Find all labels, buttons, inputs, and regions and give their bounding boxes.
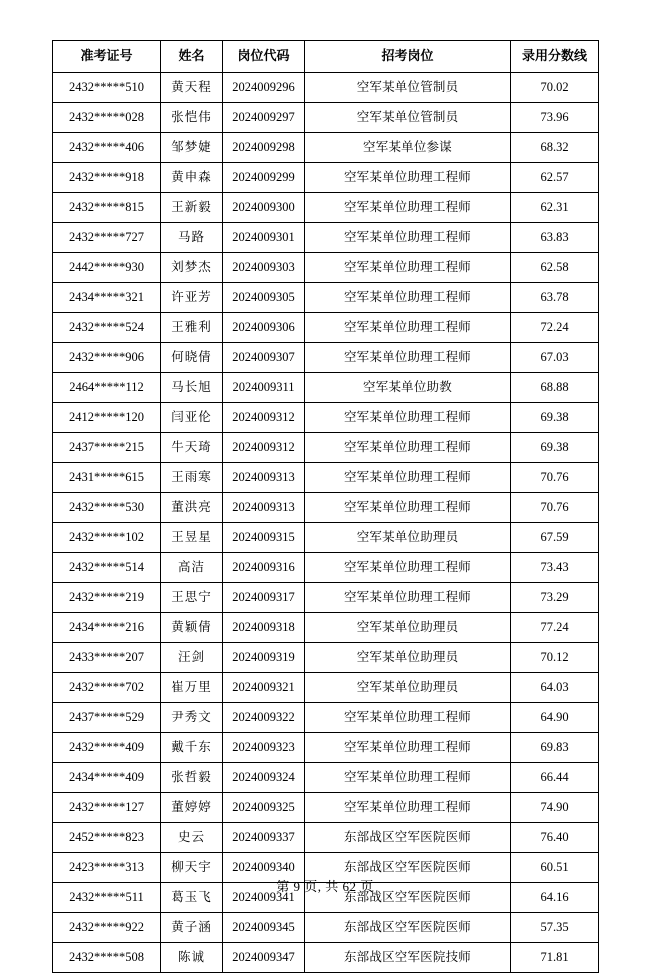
cell-post-code: 2024009303 <box>223 253 305 283</box>
cell-score-line: 68.32 <box>511 133 599 163</box>
cell-post-code: 2024009321 <box>223 673 305 703</box>
cell-exam-id: 2437*****529 <box>53 703 161 733</box>
cell-post: 空军某单位助理工程师 <box>305 193 511 223</box>
cell-post: 空军某单位助理员 <box>305 673 511 703</box>
table-row <box>53 553 599 583</box>
table-row <box>53 223 599 253</box>
cell-name: 史云 <box>161 823 223 853</box>
cell-exam-id: 2433*****207 <box>53 643 161 673</box>
cell-post-code: 2024009297 <box>223 103 305 133</box>
cell-post-code: 2024009323 <box>223 733 305 763</box>
table-row <box>53 103 599 133</box>
cell-score-line: 70.12 <box>511 643 599 673</box>
cell-exam-id: 2442*****930 <box>53 253 161 283</box>
cell-exam-id: 2432*****918 <box>53 163 161 193</box>
cell-exam-id: 2432*****906 <box>53 343 161 373</box>
column-header-exam-id: 准考证号 <box>53 41 161 73</box>
cell-exam-id: 2432*****702 <box>53 673 161 703</box>
cell-name: 邹梦婕 <box>161 133 223 163</box>
table-row <box>53 433 599 463</box>
cell-exam-id: 2431*****615 <box>53 463 161 493</box>
cell-score-line: 70.76 <box>511 463 599 493</box>
cell-post-code: 2024009313 <box>223 493 305 523</box>
cell-post-code: 2024009317 <box>223 583 305 613</box>
column-header-name: 姓名 <box>161 41 223 73</box>
table-row <box>53 493 599 523</box>
cell-score-line: 68.88 <box>511 373 599 403</box>
table-row <box>53 913 599 943</box>
cell-name: 牛天琦 <box>161 433 223 463</box>
cell-post: 空军某单位助理工程师 <box>305 253 511 283</box>
cell-score-line: 62.57 <box>511 163 599 193</box>
cell-name: 陈诚 <box>161 943 223 973</box>
cell-name: 许亚芳 <box>161 283 223 313</box>
cell-post: 空军某单位助理工程师 <box>305 163 511 193</box>
cell-post: 空军某单位助理工程师 <box>305 223 511 253</box>
cell-name: 马路 <box>161 223 223 253</box>
cell-post-code: 2024009300 <box>223 193 305 223</box>
table-header-row <box>53 41 599 73</box>
cell-post-code: 2024009318 <box>223 613 305 643</box>
cell-exam-id: 2423*****313 <box>53 853 161 883</box>
cell-name: 汪剑 <box>161 643 223 673</box>
cell-exam-id: 2432*****102 <box>53 523 161 553</box>
cell-name: 柳天宇 <box>161 853 223 883</box>
cell-exam-id: 2452*****823 <box>53 823 161 853</box>
column-header-post: 招考岗位 <box>305 41 511 73</box>
cell-exam-id: 2432*****409 <box>53 733 161 763</box>
table-row <box>53 733 599 763</box>
cell-post: 空军某单位助理工程师 <box>305 583 511 613</box>
cell-post-code: 2024009307 <box>223 343 305 373</box>
cell-name: 尹秀文 <box>161 703 223 733</box>
cell-score-line: 69.38 <box>511 403 599 433</box>
cell-post-code: 2024009319 <box>223 643 305 673</box>
cell-name: 董洪亮 <box>161 493 223 523</box>
cell-post: 空军某单位助理工程师 <box>305 493 511 523</box>
cell-score-line: 63.78 <box>511 283 599 313</box>
cell-exam-id: 2432*****406 <box>53 133 161 163</box>
cell-post: 东部战区空军医院医师 <box>305 853 511 883</box>
cell-post: 空军某单位助理员 <box>305 613 511 643</box>
cell-exam-id: 2434*****409 <box>53 763 161 793</box>
cell-post-code: 2024009315 <box>223 523 305 553</box>
cell-post-code: 2024009324 <box>223 763 305 793</box>
cell-score-line: 70.76 <box>511 493 599 523</box>
cell-post-code: 2024009305 <box>223 283 305 313</box>
cell-post: 东部战区空军医院医师 <box>305 883 511 913</box>
cell-post: 空军某单位助理工程师 <box>305 763 511 793</box>
table-row <box>53 763 599 793</box>
cell-post-code: 2024009325 <box>223 793 305 823</box>
table-row <box>53 643 599 673</box>
cell-post: 空军某单位助理工程师 <box>305 733 511 763</box>
cell-exam-id: 2432*****510 <box>53 73 161 103</box>
table-row <box>53 253 599 283</box>
table-row <box>53 133 599 163</box>
cell-name: 崔万里 <box>161 673 223 703</box>
table-row <box>53 823 599 853</box>
cell-name: 黄天程 <box>161 73 223 103</box>
cell-score-line: 74.90 <box>511 793 599 823</box>
cell-exam-id: 2432*****508 <box>53 943 161 973</box>
table-row <box>53 943 599 973</box>
cell-post-code: 2024009345 <box>223 913 305 943</box>
cell-name: 董婷婷 <box>161 793 223 823</box>
cell-score-line: 73.29 <box>511 583 599 613</box>
cell-post-code: 2024009313 <box>223 463 305 493</box>
cell-exam-id: 2432*****524 <box>53 313 161 343</box>
cell-post: 空军某单位参谋 <box>305 133 511 163</box>
cell-post: 空军某单位助理工程师 <box>305 313 511 343</box>
cell-name: 王昱星 <box>161 523 223 553</box>
cell-name: 黄子涵 <box>161 913 223 943</box>
cell-post-code: 2024009299 <box>223 163 305 193</box>
cell-score-line: 57.35 <box>511 913 599 943</box>
cell-exam-id: 2434*****321 <box>53 283 161 313</box>
cell-score-line: 64.03 <box>511 673 599 703</box>
recruitment-score-table <box>52 40 599 973</box>
cell-score-line: 64.90 <box>511 703 599 733</box>
cell-post: 空军某单位助理工程师 <box>305 793 511 823</box>
column-header-post-code: 岗位代码 <box>223 41 305 73</box>
cell-name: 王新毅 <box>161 193 223 223</box>
cell-post: 空军某单位助理工程师 <box>305 283 511 313</box>
cell-score-line: 72.24 <box>511 313 599 343</box>
cell-post: 空军某单位管制员 <box>305 73 511 103</box>
cell-post: 东部战区空军医院技师 <box>305 943 511 973</box>
cell-post: 空军某单位助理工程师 <box>305 433 511 463</box>
cell-post-code: 2024009298 <box>223 133 305 163</box>
table-header <box>53 41 599 73</box>
cell-score-line: 67.59 <box>511 523 599 553</box>
cell-name: 王雅利 <box>161 313 223 343</box>
table-row <box>53 583 599 613</box>
table-row <box>53 613 599 643</box>
cell-name: 张恺伟 <box>161 103 223 133</box>
table-row <box>53 163 599 193</box>
cell-name: 何晓倩 <box>161 343 223 373</box>
table-row <box>53 703 599 733</box>
cell-post-code: 2024009296 <box>223 73 305 103</box>
cell-score-line: 67.03 <box>511 343 599 373</box>
cell-score-line: 70.02 <box>511 73 599 103</box>
column-header-score-line: 录用分数线 <box>511 41 599 73</box>
cell-exam-id: 2432*****727 <box>53 223 161 253</box>
cell-post: 空军某单位助教 <box>305 373 511 403</box>
cell-post-code: 2024009337 <box>223 823 305 853</box>
cell-exam-id: 2432*****922 <box>53 913 161 943</box>
cell-name: 刘梦杰 <box>161 253 223 283</box>
cell-score-line: 69.38 <box>511 433 599 463</box>
cell-post: 空军某单位助理员 <box>305 523 511 553</box>
cell-name: 黄申森 <box>161 163 223 193</box>
cell-score-line: 62.31 <box>511 193 599 223</box>
cell-post: 空军某单位助理工程师 <box>305 553 511 583</box>
cell-name: 王思宁 <box>161 583 223 613</box>
cell-post: 东部战区空军医院医师 <box>305 823 511 853</box>
cell-exam-id: 2434*****216 <box>53 613 161 643</box>
cell-score-line: 77.24 <box>511 613 599 643</box>
cell-post: 空军某单位助理工程师 <box>305 703 511 733</box>
cell-post: 东部战区空军医院医师 <box>305 913 511 943</box>
table-row <box>53 343 599 373</box>
cell-post-code: 2024009340 <box>223 853 305 883</box>
cell-exam-id: 2412*****120 <box>53 403 161 433</box>
cell-exam-id: 2432*****530 <box>53 493 161 523</box>
cell-exam-id: 2432*****815 <box>53 193 161 223</box>
cell-name: 张哲毅 <box>161 763 223 793</box>
cell-post-code: 2024009312 <box>223 403 305 433</box>
table-row <box>53 523 599 553</box>
cell-post-code: 2024009306 <box>223 313 305 343</box>
cell-score-line: 64.16 <box>511 883 599 913</box>
cell-score-line: 73.43 <box>511 553 599 583</box>
cell-score-line: 62.58 <box>511 253 599 283</box>
cell-post: 空军某单位助理工程师 <box>305 403 511 433</box>
table-row <box>53 313 599 343</box>
cell-score-line: 71.81 <box>511 943 599 973</box>
cell-name: 高洁 <box>161 553 223 583</box>
cell-name: 戴千东 <box>161 733 223 763</box>
cell-exam-id: 2464*****112 <box>53 373 161 403</box>
cell-post: 空军某单位助理工程师 <box>305 343 511 373</box>
cell-post-code: 2024009347 <box>223 943 305 973</box>
table-row <box>53 403 599 433</box>
table-row <box>53 673 599 703</box>
cell-post-code: 2024009301 <box>223 223 305 253</box>
table-row <box>53 193 599 223</box>
cell-post-code: 2024009341 <box>223 883 305 913</box>
cell-name: 王雨寒 <box>161 463 223 493</box>
cell-exam-id: 2432*****028 <box>53 103 161 133</box>
cell-exam-id: 2437*****215 <box>53 433 161 463</box>
cell-name: 黄颖倩 <box>161 613 223 643</box>
cell-score-line: 69.83 <box>511 733 599 763</box>
table-body <box>53 73 599 973</box>
cell-post-code: 2024009316 <box>223 553 305 583</box>
cell-name: 马长旭 <box>161 373 223 403</box>
cell-score-line: 76.40 <box>511 823 599 853</box>
cell-post: 空军某单位助理工程师 <box>305 463 511 493</box>
cell-exam-id: 2432*****219 <box>53 583 161 613</box>
cell-exam-id: 2432*****127 <box>53 793 161 823</box>
cell-name: 闫亚伦 <box>161 403 223 433</box>
cell-score-line: 73.96 <box>511 103 599 133</box>
cell-exam-id: 2432*****511 <box>53 883 161 913</box>
page-footer: 第 9 页, 共 62 页 <box>276 879 374 894</box>
table-row <box>53 373 599 403</box>
cell-score-line: 60.51 <box>511 853 599 883</box>
cell-post: 空军某单位管制员 <box>305 103 511 133</box>
table-row <box>53 73 599 103</box>
table-row <box>53 463 599 493</box>
cell-post-code: 2024009322 <box>223 703 305 733</box>
cell-exam-id: 2432*****514 <box>53 553 161 583</box>
cell-score-line: 66.44 <box>511 763 599 793</box>
table-row <box>53 793 599 823</box>
cell-name: 葛玉飞 <box>161 883 223 913</box>
cell-score-line: 63.83 <box>511 223 599 253</box>
cell-post: 空军某单位助理员 <box>305 643 511 673</box>
cell-post-code: 2024009312 <box>223 433 305 463</box>
cell-post-code: 2024009311 <box>223 373 305 403</box>
table-row <box>53 283 599 313</box>
